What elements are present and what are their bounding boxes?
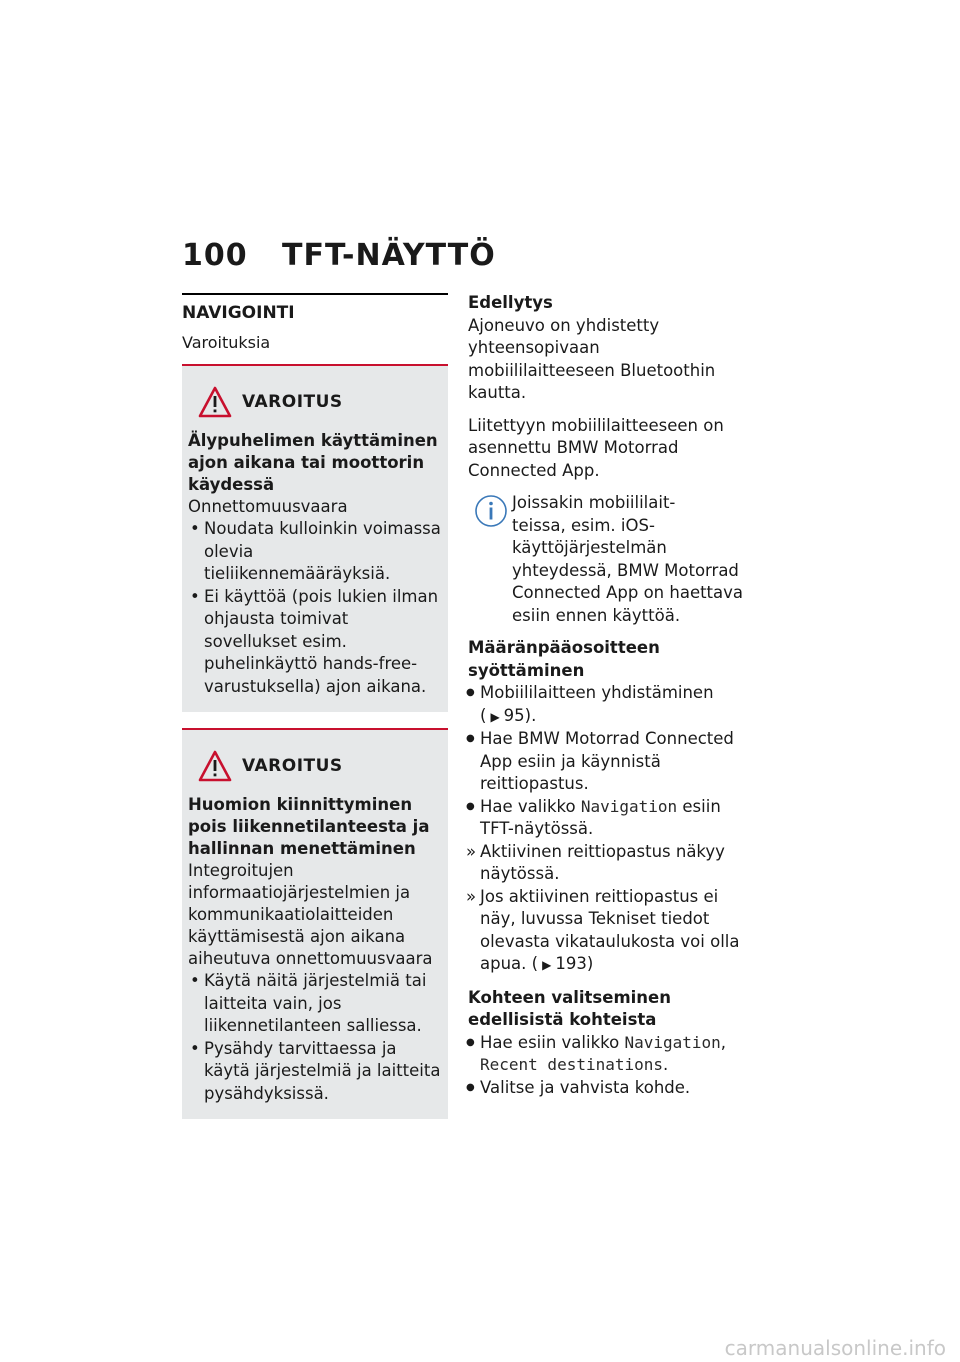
page-number: 100 (182, 238, 248, 273)
prerequisite-title: Edellytys (468, 293, 553, 312)
list-item: ● Mobiililaitteen yhdistäminen ( ▶ 95). (468, 682, 744, 728)
reference-arrow-icon: ▶ (542, 958, 552, 972)
info-icon (474, 494, 508, 528)
warning-box-1 (182, 364, 448, 712)
menu-code: Recent destinations (480, 1055, 664, 1074)
warning-triangle-icon (198, 750, 232, 782)
recent-steps (468, 1032, 744, 1100)
menu-code: Navigation (580, 796, 678, 816)
recent-title: Kohteen valitseminen edellisistä kohteista (468, 987, 671, 1029)
warning-header (188, 746, 442, 786)
page-header (182, 238, 496, 273)
list-item: • Käytä näitä järjestelmiä tai laitteita vain, jos liikennetilanteen salliessa. (188, 970, 442, 1038)
list-item: ● Valitse ja vahvista kohde. (468, 1077, 744, 1100)
warning-label: VAROITUS (242, 392, 343, 412)
warning-box-2 (182, 728, 448, 1119)
prerequisite-text-2: Liitettyyn mobiililaitteeseen on asennettu BMW Motorrad Connected App. (468, 415, 724, 480)
destination-steps (468, 682, 744, 977)
info-text-line-2: teissa, esim. iOS-käyttöjärjestelmän yhteydessä, BMW Motorrad Connected App on haettava esiin ennen käyttöä. (512, 515, 744, 625)
page-reference[interactable]: 193 (555, 954, 587, 973)
warning-body: Onnettomuusvaara (188, 497, 348, 516)
warning-bullets (188, 970, 442, 1105)
info-note (468, 492, 744, 627)
warning-label: VAROITUS (242, 756, 343, 776)
page-reference[interactable]: 95 (503, 705, 525, 725)
section-rule (182, 293, 448, 295)
chapter-title: TFT-NÄYTTÖ (282, 238, 496, 273)
list-item: • Ei käyttöä (pois lukien ilman ohjausta toimivat sovellukset esim. puhelinkäyttö hands-free-varustuksella) ajon aikana. (188, 586, 442, 699)
warning-triangle-icon (198, 386, 232, 418)
list-item: ● Hae BMW Motorrad Connected App esiin ja käynnistä reittiopastus. (468, 728, 744, 796)
watermark: carmanualsonline.info (724, 1336, 946, 1360)
list-item: ● Hae esiin valikko Navigation, Recent destinations. (468, 1032, 744, 1077)
info-text-line-1: Joissakin mobiililait- (512, 493, 676, 512)
warning-title: Huomion kiinnittyminen pois liikennetilanteesta ja hallinnan menettäminen (188, 795, 430, 858)
warning-header (188, 382, 442, 422)
list-item: • Pysähdy tarvittaessa ja käytä järjestelmiä ja laitteita pysähdyksissä. (188, 1038, 442, 1106)
warning-title: Älypuhelimen käyttäminen ajon aikana tai moottorin käydessä (188, 431, 438, 494)
warning-bullets (188, 518, 442, 698)
prerequisite-text-1: Ajoneuvo on yhdistetty yhteensopivaan mobiililaitteeseen Bluetoothin kautta. (468, 315, 716, 402)
list-item: • Noudata kulloinkin voimassa olevia tieliikennemääräyksiä. (188, 518, 442, 586)
list-item: ● Hae valikko Navigation esiin TFT-näytössä. (468, 796, 744, 841)
section-title: NAVIGOINTI (182, 303, 295, 323)
list-item: » Aktiivinen reittiopastus näkyy näytössä. (468, 841, 744, 886)
left-column (182, 293, 448, 1119)
sub-title: Varoituksia (182, 333, 271, 352)
menu-code: Navigation (624, 1032, 721, 1052)
list-item: » Jos aktiivinen reittiopastus ei näy, luvussa Tekniset tiedot olevasta vikataulukosta voi olla apua. ( ▶ 193) (468, 886, 744, 977)
warning-body: Integroitujen informaatiojärjestelmien ja kommunikaatiolaitteiden käyttämisestä ajon aikana aiheutuva onnettomuusvaara (188, 861, 433, 968)
destination-title: Määränpääosoitteen syöttäminen (468, 638, 660, 680)
reference-arrow-icon: ▶ (490, 709, 500, 724)
right-column (468, 292, 744, 1099)
